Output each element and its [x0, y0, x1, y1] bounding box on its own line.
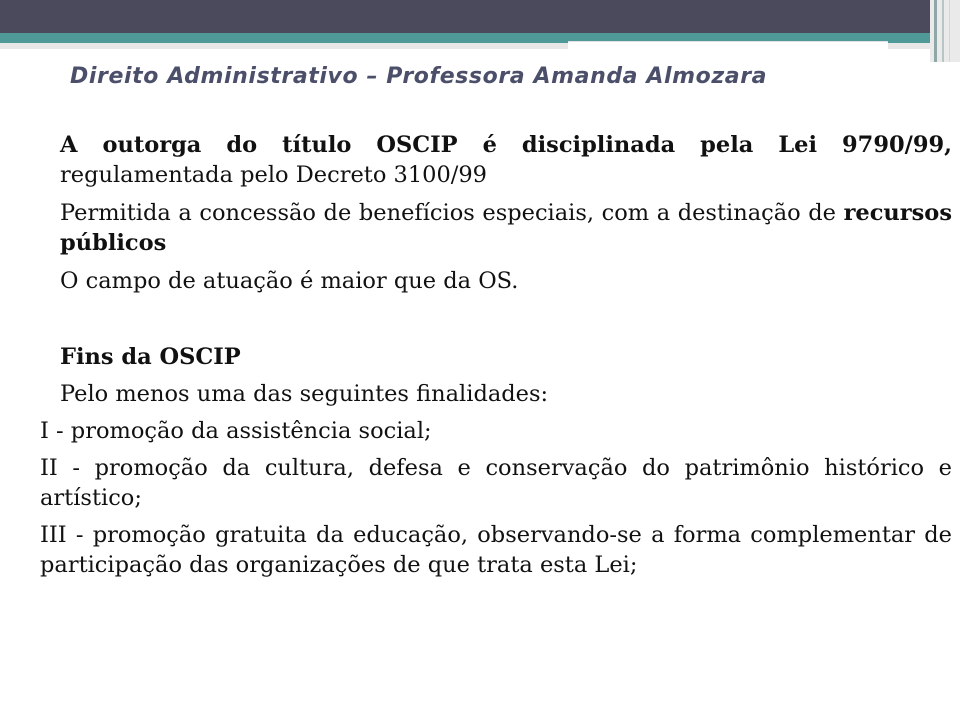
paragraph-outorga	[40, 130, 952, 190]
decor-line	[942, 0, 944, 62]
paragraph-campo: O campo de atuação é maior que da OS.	[60, 268, 519, 294]
slide-title: Direito Administrativo – Professora Amanda Almozara	[70, 64, 768, 89]
decor-line	[934, 0, 937, 62]
paragraph-outorga-rest: regulamentada pelo Decreto 3100/99	[60, 162, 487, 188]
list-item: II - promoção da cultura, defesa e conservação do patrimônio histórico e artístico;	[40, 455, 952, 511]
spacer	[40, 304, 952, 342]
header-bar-end	[930, 0, 960, 62]
paragraph-outorga-bold: A outorga do título OSCIP é disciplinada pela Lei 9790/99,	[60, 132, 952, 158]
header-bar-light	[568, 41, 888, 50]
list-item: III - promoção gratuita da educação, observando-se a forma complementar de participação das organizações de que trata esta Lei;	[40, 522, 952, 578]
heading-fins	[40, 342, 952, 372]
paragraph-beneficios-bold: recursos públicos	[60, 200, 952, 256]
decor-line	[949, 0, 950, 62]
heading-fins-text: Fins da OSCIP	[60, 344, 241, 370]
header-bar-dark	[0, 0, 930, 33]
paragraph-beneficios	[40, 198, 952, 258]
paragraph-finalidades: Pelo menos uma das seguintes finalidades:	[60, 381, 549, 407]
slide-body	[40, 130, 952, 587]
list-item: I - promoção da assistência social;	[40, 418, 432, 444]
paragraph-beneficios-text: Permitida a concessão de benefícios especiais, com a destinação de	[60, 200, 844, 226]
